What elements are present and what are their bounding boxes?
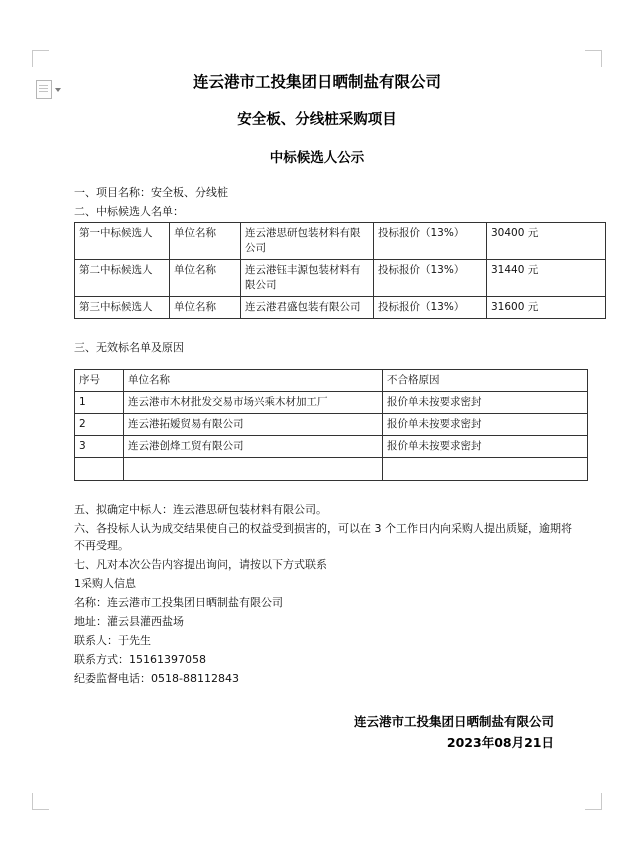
candidates-heading: 二、中标候选人名单：	[74, 205, 184, 218]
table-row	[75, 392, 588, 414]
document-body	[58, 72, 576, 753]
project-name-line: 一、项目名称：安全板、分线桩	[74, 186, 228, 199]
contact-name: 名称：连云港市工投集团日晒制盐有限公司	[74, 596, 283, 609]
candidate-rank: 第三中标候选人	[75, 297, 170, 319]
row-index: 2	[75, 414, 124, 436]
clause-seven: 七、凡对本次公告内容提出询问，请按以下方式联系	[74, 558, 327, 571]
candidate-price: 30400 元	[487, 223, 606, 260]
row-reason: 报价单未按要求密封	[383, 436, 588, 458]
signature-block	[58, 711, 576, 753]
row-company	[124, 458, 383, 481]
candidate-name: 连云港钰丰源包装材料有限公司	[241, 260, 374, 297]
table-header-row	[75, 370, 588, 392]
candidates-table	[74, 222, 606, 319]
candidate-name-label: 单位名称	[170, 297, 241, 319]
candidate-name-label: 单位名称	[170, 223, 241, 260]
table-row	[75, 458, 588, 481]
table-row	[75, 223, 606, 260]
row-company: 连云港市木材批发交易市场兴乘木材加工厂	[124, 392, 383, 414]
row-index	[75, 458, 124, 481]
crop-mark-bottom-left	[32, 793, 49, 810]
row-company: 连云港拓嫒贸易有限公司	[124, 414, 383, 436]
column-header-company: 单位名称	[124, 370, 383, 392]
candidate-name: 连云港思研包装材料有限公司	[241, 223, 374, 260]
contact-heading: 1采购人信息	[74, 577, 136, 590]
candidate-price-label: 投标报价（13%）	[374, 223, 487, 260]
table-row	[75, 260, 606, 297]
row-reason: 报价单未按要求密封	[383, 392, 588, 414]
invalid-bids-table	[74, 369, 588, 481]
document-icon[interactable]	[36, 80, 52, 99]
crop-mark-bottom-right	[585, 793, 602, 810]
table-row	[75, 414, 588, 436]
column-header-reason: 不合格原因	[383, 370, 588, 392]
candidate-rank: 第一中标候选人	[75, 223, 170, 260]
crop-mark-top-right	[585, 50, 602, 67]
candidate-price: 31440 元	[487, 260, 606, 297]
signature-company: 连云港市工投集团日晒制盐有限公司	[353, 714, 554, 729]
row-index: 3	[75, 436, 124, 458]
signature-date: 2023年08月21日	[446, 735, 554, 750]
clause-five: 五、拟确定中标人：连云港思研包装材料有限公司。	[74, 503, 327, 516]
page-subtitle: 安全板、分线桩采购项目	[237, 112, 397, 128]
invalid-heading: 三、无效标名单及原因	[74, 341, 184, 354]
clause-six: 六、各投标人认为成交结果使自己的权益受到损害的，可以在 3 个工作日内向采购人提出质疑，逾期将不再受理。	[74, 522, 572, 552]
contact-person: 联系人：于先生	[74, 634, 151, 647]
row-reason: 报价单未按要求密封	[383, 414, 588, 436]
page-title: 连云港市工投集团日晒制盐有限公司	[192, 73, 441, 91]
supervision-phone: 纪委监督电话：0518-88112843	[74, 672, 239, 685]
row-index: 1	[75, 392, 124, 414]
row-company: 连云港创烽工贸有限公司	[124, 436, 383, 458]
table-row	[75, 436, 588, 458]
candidate-name-label: 单位名称	[170, 260, 241, 297]
candidate-price: 31600 元	[487, 297, 606, 319]
crop-mark-top-left	[32, 50, 49, 67]
candidate-name: 连云港君盛包装有限公司	[241, 297, 374, 319]
contact-address: 地址：灌云县灌西盐场	[74, 615, 184, 628]
candidate-rank: 第二中标候选人	[75, 260, 170, 297]
table-row	[75, 297, 606, 319]
candidate-price-label: 投标报价（13%）	[374, 297, 487, 319]
row-reason	[383, 458, 588, 481]
column-header-index: 序号	[75, 370, 124, 392]
page-subtitle-2: 中标候选人公示	[269, 150, 365, 166]
candidate-price-label: 投标报价（13%）	[374, 260, 487, 297]
contact-phone: 联系方式：15161397058	[74, 653, 206, 666]
